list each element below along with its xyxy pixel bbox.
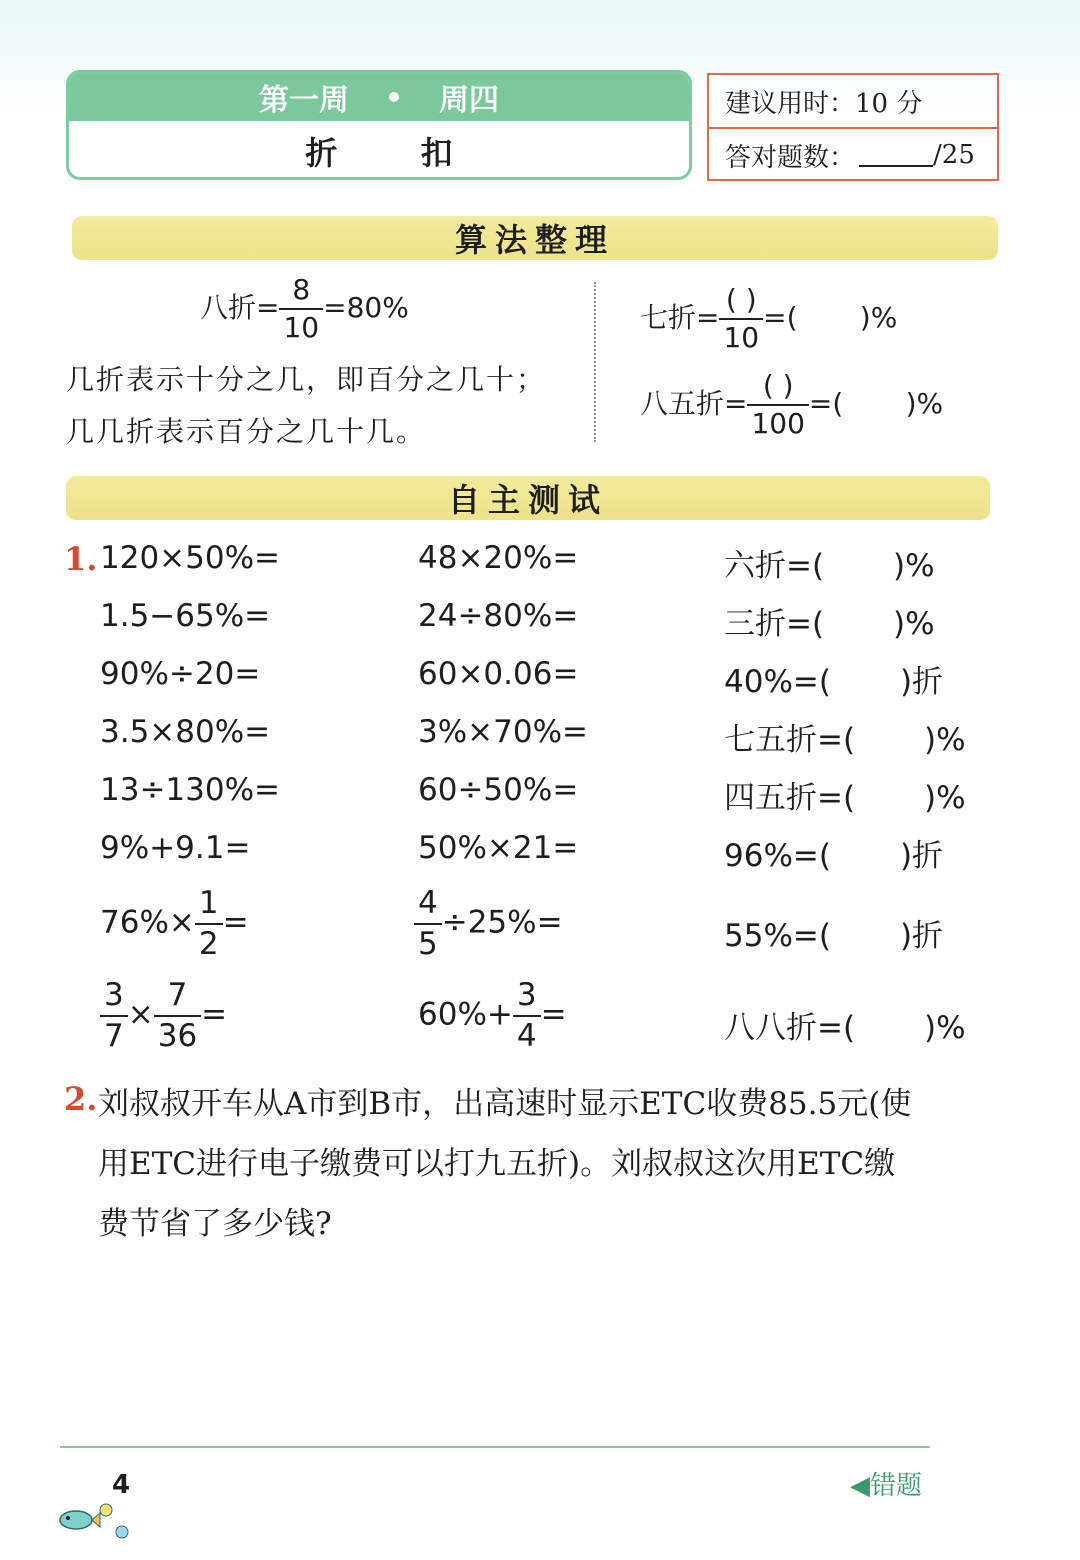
formula-fraction — [747, 369, 808, 440]
problem-1-1[interactable]: 120×50%= — [100, 540, 281, 576]
fraction — [154, 977, 201, 1054]
dotted-divider — [594, 282, 596, 442]
practice-formula-2 — [640, 369, 944, 440]
week-day-strip — [69, 73, 689, 121]
question-2-line-1: 刘叔叔开车从A市到B市，出高速时显示ETC收费85.5元(使 — [98, 1086, 912, 1122]
problem-2-2[interactable]: 24÷80%= — [418, 598, 579, 634]
fraction-denominator: 7 — [100, 1015, 128, 1052]
fraction-denominator: 5 — [414, 923, 442, 960]
formula-answer-blank[interactable]: =( )% — [763, 301, 898, 334]
problem-3-2[interactable]: 三折=( )% — [724, 606, 935, 642]
day-label: 周四 — [439, 83, 499, 118]
question-2-number: 2. — [64, 1080, 98, 1118]
answer-area[interactable] — [98, 1250, 988, 1430]
problem-2-6[interactable]: 50%×21= — [418, 830, 579, 866]
fraction-numerator: 4 — [418, 885, 438, 921]
week-label: 第一周 — [259, 83, 349, 118]
fraction-denominator: 36 — [154, 1015, 201, 1052]
question-2-line-3: 费节省了多少钱? — [98, 1206, 332, 1242]
problem-3-3[interactable]: 40%=( )折 — [724, 664, 944, 700]
example-label: 八折= — [200, 291, 280, 324]
fraction-denominator: 10 — [279, 308, 323, 342]
formula-label: 八五折= — [640, 387, 748, 420]
separator-dot — [389, 92, 399, 102]
section-banner-algorithm: 算法整理 — [72, 216, 998, 260]
problem-3-1[interactable]: 六折=( )% — [724, 548, 935, 584]
formula-fraction — [719, 283, 763, 354]
example-formula — [200, 273, 409, 344]
fraction-denominator: 100 — [747, 404, 808, 438]
problem-3-5[interactable]: 四五折=( )% — [724, 780, 966, 816]
formula-label: 七折= — [640, 301, 720, 334]
correct-count-label: 答对题数： — [725, 142, 856, 173]
fraction-denominator: 10 — [719, 318, 763, 352]
wrong-questions-link[interactable]: ◀错题 — [850, 1471, 922, 1501]
problem-1-5[interactable]: 13÷130%= — [100, 772, 281, 808]
equals-sign: = — [222, 904, 249, 941]
info-box — [707, 73, 999, 181]
problem-1-6[interactable]: 9%+9.1= — [100, 830, 251, 866]
correct-count-blank[interactable] — [859, 143, 933, 167]
problem-2-7[interactable] — [414, 885, 563, 962]
fraction — [414, 885, 442, 962]
practice-formula-1 — [640, 283, 898, 354]
problem-1-8[interactable] — [100, 977, 228, 1054]
problem-1-3[interactable]: 90%÷20= — [100, 656, 261, 692]
fraction-numerator-blank[interactable]: ( ) — [725, 283, 757, 316]
lesson-header — [66, 70, 692, 180]
fraction-numerator: 3 — [516, 977, 537, 1013]
problem-2-1[interactable]: 48×20%= — [418, 540, 579, 576]
times-sign: × — [127, 996, 154, 1033]
lesson-title: 折 扣 — [305, 134, 489, 172]
problem-3-7[interactable]: 55%=( )折 — [724, 918, 944, 954]
problem-3-6[interactable]: 96%=( )折 — [724, 838, 944, 874]
fraction — [195, 885, 223, 962]
problem-3-4[interactable]: 七五折=( )% — [724, 722, 966, 758]
fraction — [513, 977, 541, 1054]
problem-1-7[interactable] — [100, 885, 249, 962]
note-line-2: 几几折表示百分之几十几。 — [66, 415, 427, 448]
problem-2-3[interactable]: 60×0.06= — [418, 656, 579, 692]
problem-1-2[interactable]: 1.5−65%= — [100, 598, 271, 634]
fraction-numerator-blank[interactable]: ( ) — [762, 369, 794, 402]
fraction-numerator: 7 — [167, 977, 188, 1013]
question-1-number: 1. — [64, 540, 98, 578]
equals-sign: = — [201, 996, 228, 1033]
expr-part: ÷25%= — [441, 904, 563, 941]
question-2-line-2: 用ETC进行电子缴费可以打九五折)。刘叔叔这次用ETC缴 — [98, 1146, 896, 1182]
note-line-1: 几折表示十分之几，即百分之几十； — [66, 363, 547, 396]
fraction-numerator: 1 — [198, 885, 219, 921]
footer-divider — [60, 1446, 930, 1448]
fraction-denominator: 4 — [513, 1015, 541, 1052]
correct-count-total: /25 — [933, 140, 975, 170]
formula-answer-blank[interactable]: =( )% — [808, 387, 944, 420]
expr-part: 76%× — [100, 904, 195, 941]
problem-3-8[interactable]: 八八折=( )% — [724, 1010, 966, 1046]
suggested-time: 建议用时：10 分 — [725, 88, 923, 119]
example-result: =80% — [323, 291, 409, 324]
expr-part: 60%+ — [418, 996, 513, 1033]
problem-2-5[interactable]: 60÷50%= — [418, 772, 579, 808]
fraction-numerator: 8 — [292, 273, 311, 306]
example-fraction — [279, 273, 323, 344]
correct-count-row — [709, 127, 997, 181]
fraction-denominator: 2 — [195, 923, 223, 960]
problem-2-4[interactable]: 3%×70%= — [418, 714, 589, 750]
problem-2-8[interactable] — [418, 977, 567, 1054]
problem-1-4[interactable]: 3.5×80%= — [100, 714, 271, 750]
page-number: 4 — [112, 1470, 131, 1500]
fraction-numerator: 3 — [104, 977, 124, 1013]
equals-sign: = — [540, 996, 567, 1033]
section-banner-self-test: 自主测试 — [66, 476, 990, 520]
fraction — [100, 977, 128, 1054]
fish-decoration-icon — [54, 1500, 138, 1544]
